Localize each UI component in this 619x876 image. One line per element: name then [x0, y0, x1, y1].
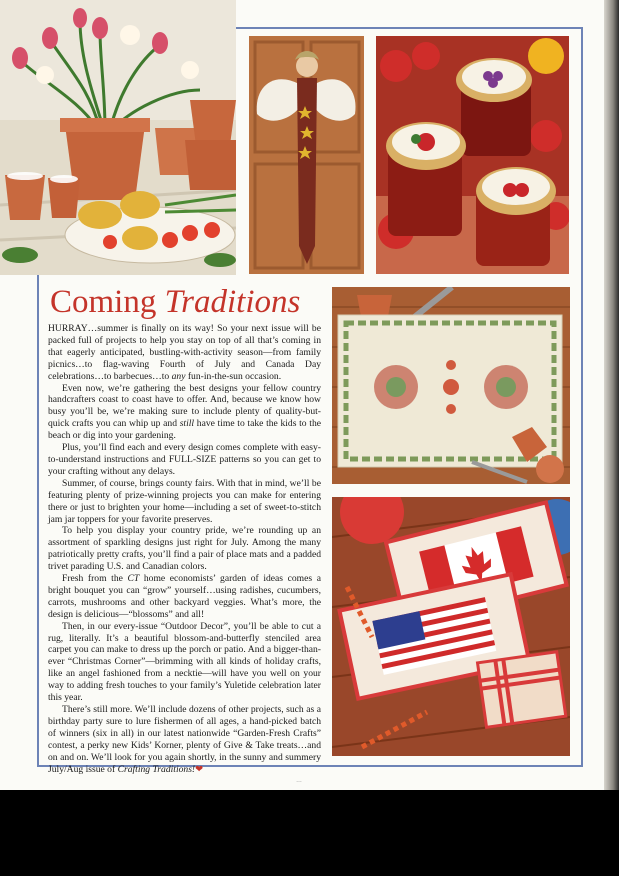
article-paragraph: Even now, we’re gathering the best designs your fellow country handcrafters coast to coast have to offer. And, because we know how busy you’ll be, we’re making sure to include plenty of quality-but-quick crafts you can whip up and still have time to take the kids to the beach or dig into your gardening. [48, 382, 321, 442]
italic-text: CT [127, 573, 140, 585]
article-title [50, 283, 330, 321]
article-paragraph: Fresh from the CT home economists’ garden of ideas comes a bright bouquet you can “grow” yourself…using radishes, cucumbers, carrots, mushrooms and other backyard veggies. What’s more, the design is delicious—“blossoms” and all! [48, 573, 321, 620]
tulip-bouquet-photo [0, 0, 236, 275]
article-paragraph: To help you display your country pride, we’re rounding up an assortment of sparkling designs just right for July. Among the many patriotically pretty crafts, you’ll find a pair of place mats and a padded trivet parading U.S. and Canadian colors. [48, 525, 321, 573]
necktie-angel-photo [249, 36, 364, 274]
article-paragraph: There’s still more. We’ll include dozens of other projects, such as a birthday party sure to lure fishermen of all ages, a hand-picked batch of winners (six in all) in our latest nationwide “Garden-Fresh Crafts” contest, a perky new Kids’ Korner, plenty of Give & Take treats…and on and on. We’ll look for you again shortly, in the sunny and summery July/Aug issue of Crafting Traditions!❤ [48, 704, 321, 775]
folio-mark: … [296, 778, 302, 784]
flag-placemats-photo [332, 497, 570, 756]
article-paragraph: Plus, you’ll find each and every design comes complete with easy-to-understand instructions and FULL-SIZE patterns so you can get to your crafting without any delays. [48, 442, 321, 477]
italic-text: still [179, 418, 195, 430]
title-italic: Traditions [164, 284, 301, 320]
jam-jars-illustration [376, 36, 569, 274]
tulip-bouquet-illustration [0, 0, 236, 275]
title-plain: Coming [50, 284, 157, 320]
article-paragraph: Summer, of course, brings county fairs. With that in mind, we’ll be featuring plenty of prize-winning projects you can make for entering there or just to brighten your home—including a set of sweet-to-stitch jam jar toppers for your favorite preserves. [48, 477, 321, 525]
necktie-angel-illustration [249, 36, 364, 274]
article-paragraph: HURRAY…summer is finally on its way! So your next issue will be packed full of projects to help you stay on top of all that’s coming in that eagerly anticipated, bustling-with-activity season—from family picnics…to flag-waving Fourth of July and Canada Day celebrations…to barbecues…to any fun-in-the-sun occasion. [48, 323, 321, 382]
heart-icon: ❤ [195, 763, 204, 775]
italic-text: any [171, 370, 186, 382]
italic-text: Crafting Traditions! [117, 763, 196, 775]
page-binding-edge [604, 0, 619, 790]
stenciled-rug-photo [332, 287, 570, 484]
article-body [48, 323, 321, 775]
flag-placemats-illustration [332, 497, 570, 756]
stenciled-rug-illustration [332, 287, 570, 484]
jam-jars-photo [376, 36, 569, 274]
article-paragraph: Then, in our every-issue “Outdoor Decor”, you’ll be able to cut a rug, literally. It’s a beautiful blossom-and-butterfly stenciled area carpet you can make to dress up the porch or patio. And a bigger-than-ever “Christmas Corner”—brimming with all kinds of holiday crafts, like an angel fashioned from a necktie—will have you well on your way to adding fresh touches to your family’s Yuletide celebration later this year. [48, 620, 321, 704]
